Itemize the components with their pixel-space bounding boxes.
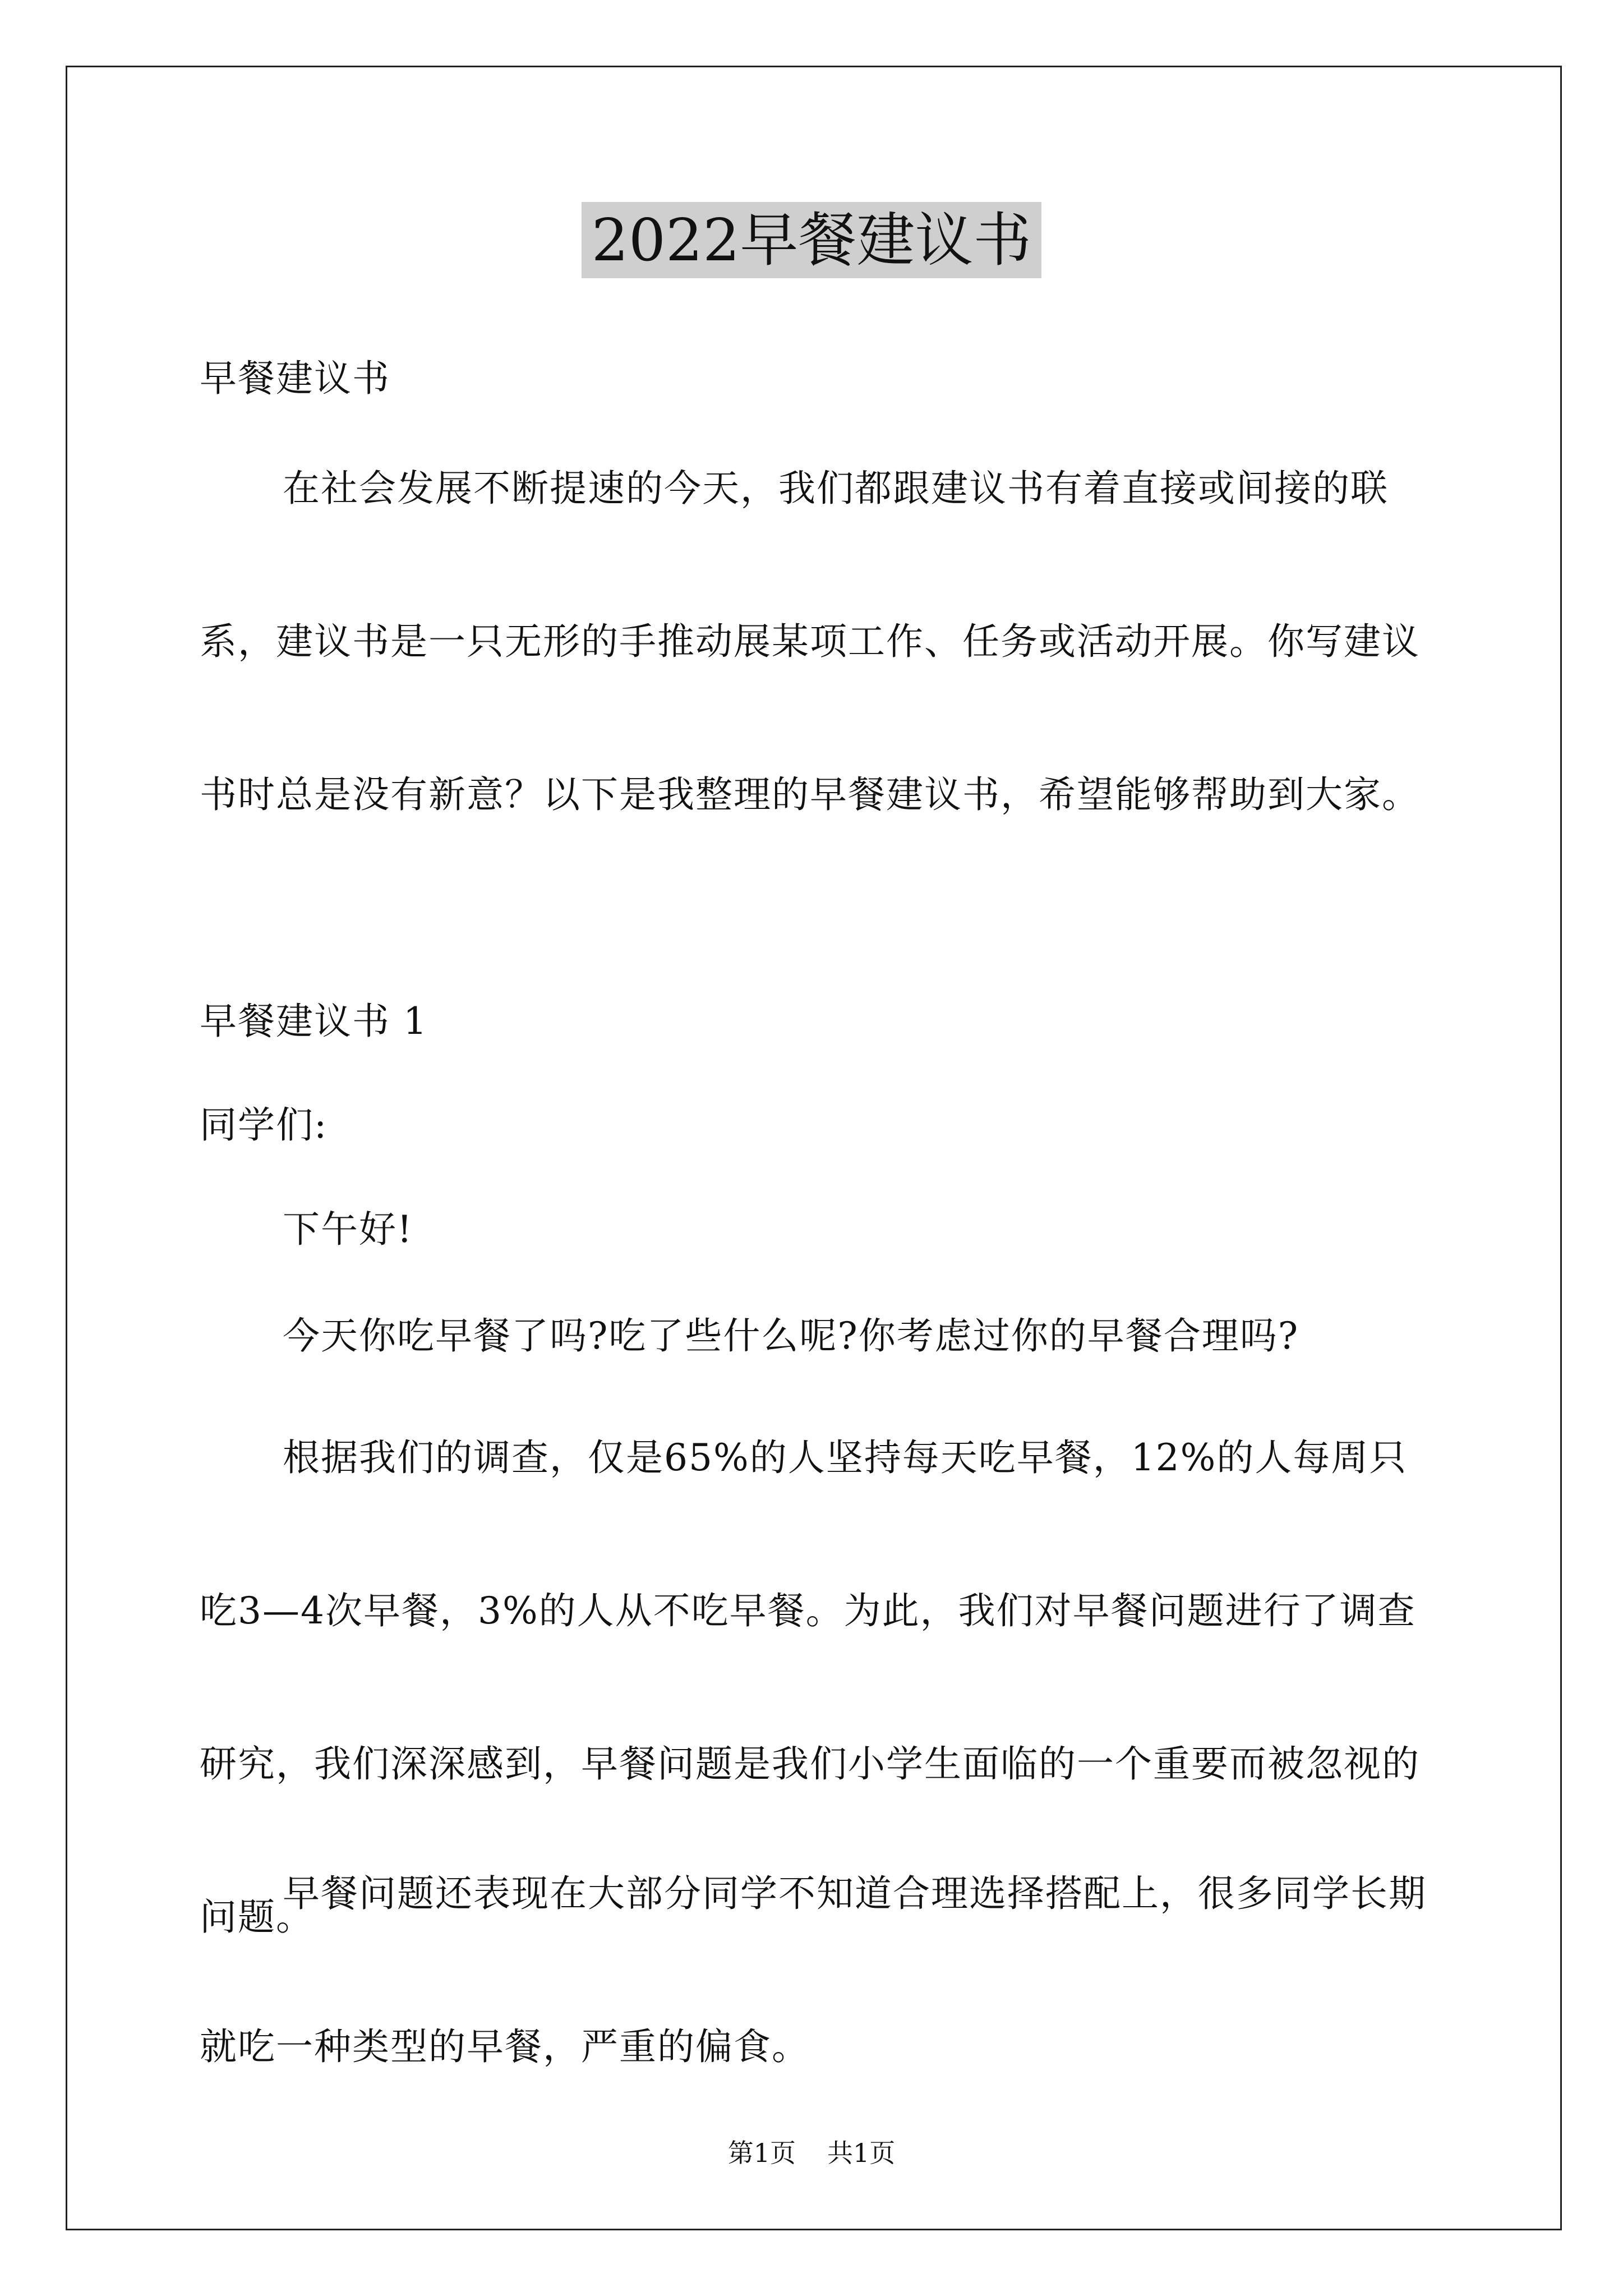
paragraph-3: 早餐问题还表现在大部分同学不知道合理选择搭配上，很多同学长期就吃一种类型的早餐，严重的偏食。 [200, 1872, 1427, 2068]
intro-paragraph: 在社会发展不断提速的今天，我们都跟建议书有着直接或间接的联系，建议书是一只无形的手推动展某项工作、任务或活动开展。你写建议书时总是没有新意？以下是我整理的早餐建议书，希望能够帮助到大家。 [200, 467, 1420, 816]
document-title: 2022早餐建议书 [582, 202, 1042, 278]
paragraph-1: 今天你吃早餐了吗?吃了些什么呢?你考虑过你的早餐合理吗? [283, 1314, 1299, 1358]
page-number: 第1页 [727, 2138, 796, 2168]
greeting: 下午好! [283, 1208, 413, 1251]
document-title-wrap [0, 202, 1623, 278]
document-subtitle: 早餐建议书 [200, 357, 390, 400]
salutation: 同学们: [200, 1103, 328, 1147]
page-total: 共1页 [827, 2138, 896, 2168]
paragraph-2: 根据我们的调查，仅是65%的人坚持每天吃早餐，12%的人每周只吃3—4次早餐，3%的人从不吃早餐。为此，我们对早餐问题进行了调查研究，我们深深感到，早餐问题是我们小学生面临的一个重要而被忽视的问题。 [200, 1436, 1420, 1939]
section-heading: 早餐建议书 1 [200, 1000, 428, 1043]
page-footer [0, 2136, 1623, 2170]
